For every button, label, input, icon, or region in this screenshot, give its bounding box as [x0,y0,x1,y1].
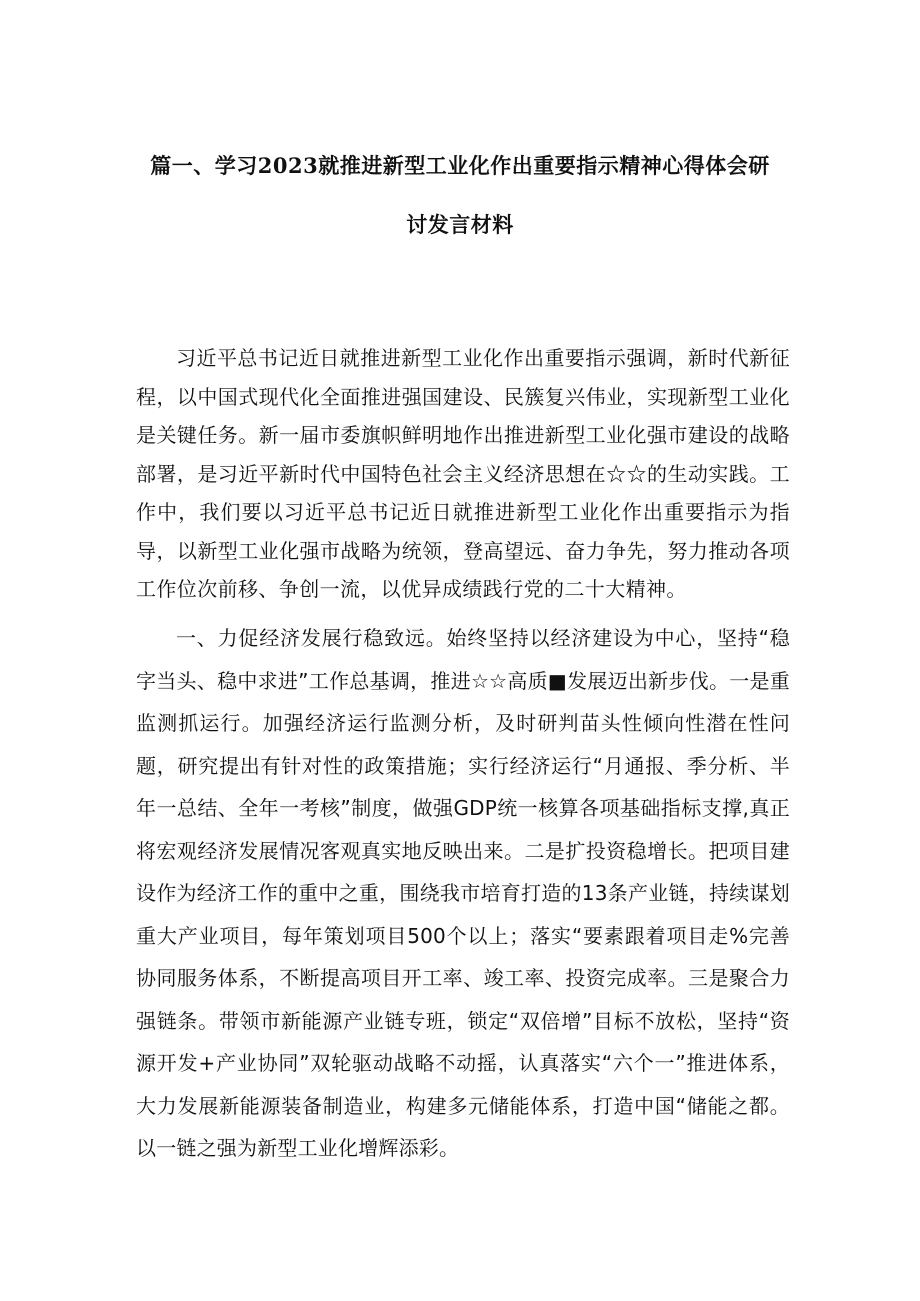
paragraph-intro: 习近平总书记近日就推进新型工业化作出重要指示强调，新时代新征程，以中国式现代化全面推进强国建设、民簇复兴伟业，实现新型工业化是关键任务。新一届市委旗帜鲜明地作出推进新型工业化强市建设的战略部署，是习近平新时代中国特色社会主义经济思想在☆☆的生动实践。工作中，我们要以习近平总书记近日就推进新型工业化作出重要指示为指导，以新型工业化强市战略为统领，登高望远、奋力争先，努力推动各项工作位次前移、争创一流，以优异成绩践行党的二十大精神。 [136,346,790,601]
document-title-line-1: 篇一、学习2023就推进新型工业化作出重要指示精神心得体会研 [150,153,770,178]
paragraph-section-one: 一、力促经济发展行稳致远。始终坚持以经济建设为中心，坚持“稳字当头、稳中求进”工作总基调，推进☆☆高质■发展迈出新步伐。一是重监测抓运行。加强经济运行监测分析，及时研判苗头性倾向性潜在性问题，研究提出有针对性的政策措施；实行经济运行“月通报、季分析、半年一总结、全年一考核”制度，做强GDP统一核算各项基础指标支撑,真正将宏观经济发展情况客观真实地反映出来。二是扩投资稳增长。把项目建设作为经济工作的重中之重，围绕我市培育打造的13条产业链，持续谋划重大产业项目，每年策划项目500个以上；落实“要素跟着项目走%完善协同服务体系，不断提高项目开工率、竣工率、投资完成率。三是聚合力强链条。带领市新能源产业链专班，锁定“双倍增”目标不放松，坚持“资源开发+产业协同”双轮驱动战略不动摇，认真落实“六个一”推进体系，大力发展新能源装备制造业，构建多元储能体系，打造中国“储能之都。以一链之强为新型工业化增辉添彩。 [136,626,790,1160]
document-title-line-2: 讨发言材料 [406,212,514,237]
